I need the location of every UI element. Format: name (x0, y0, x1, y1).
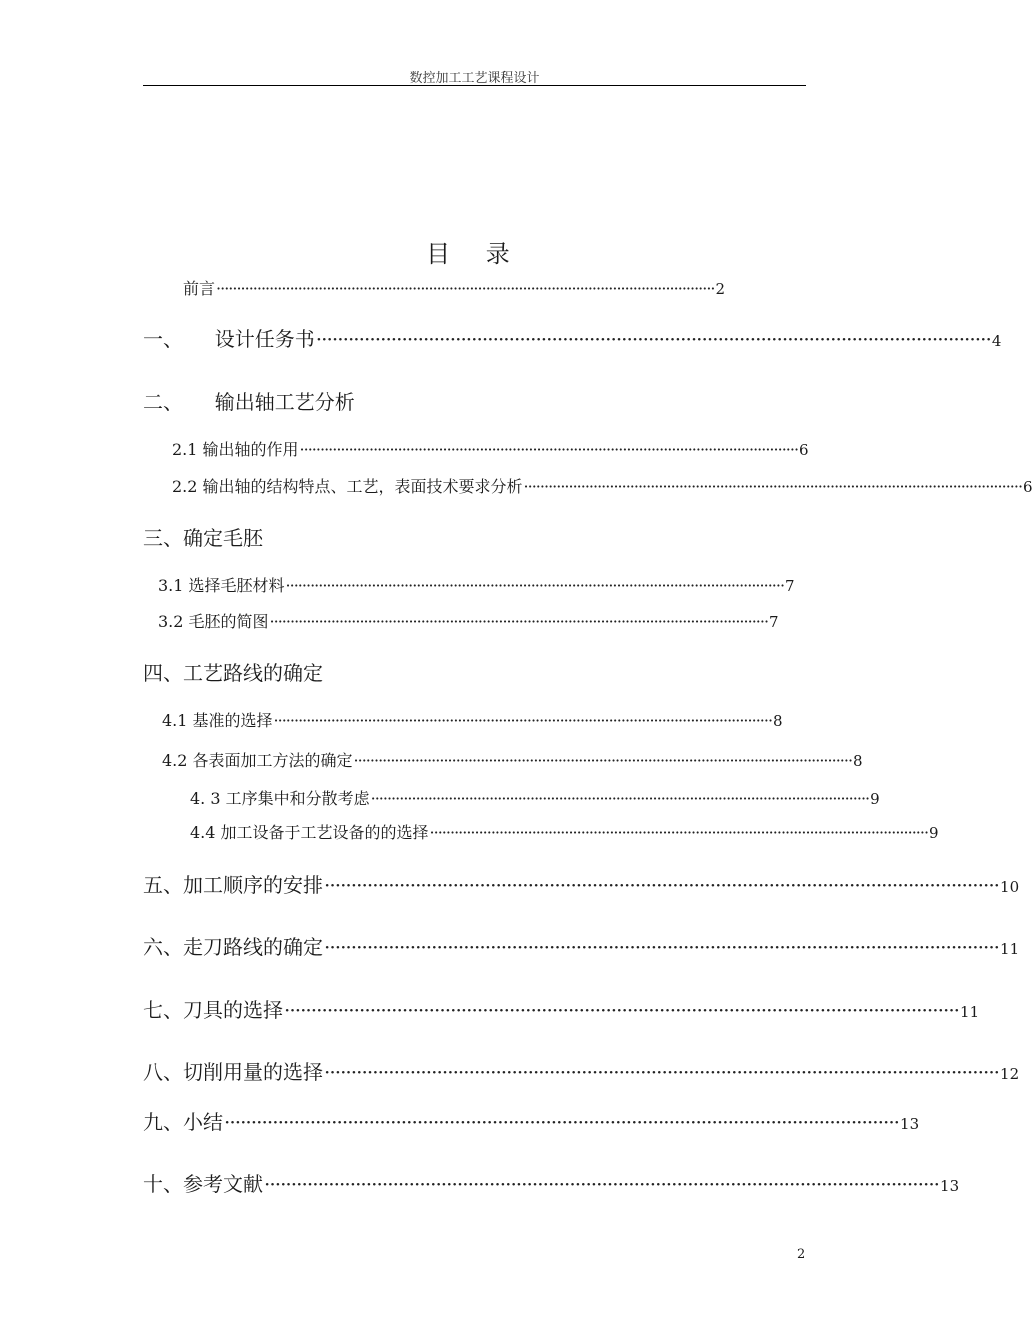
toc-entry-page: 7 (769, 613, 779, 631)
toc-entry-label: 三、确定毛胚 (143, 526, 263, 550)
toc-entry-chapter-1[interactable] (143, 323, 1002, 352)
toc-entry-4-3[interactable] (190, 786, 880, 809)
toc-entry-page: 6 (799, 441, 809, 459)
toc-entry-chapter-7[interactable] (143, 994, 980, 1023)
toc-entry-page: 6 (1023, 478, 1033, 496)
toc-entry-chapter-9[interactable] (143, 1106, 920, 1135)
leader-dots: ·························································································································· (216, 279, 715, 298)
toc-entry-4-4[interactable] (190, 820, 939, 843)
toc-entry-chapter-10[interactable] (143, 1168, 960, 1197)
toc-entry-chapter-3[interactable] (143, 522, 543, 551)
toc-entry-4-1[interactable] (162, 708, 783, 731)
toc-entry-label: 二、 输出轴工艺分析 (143, 390, 355, 414)
toc-entry-label: 2.1 输出轴的作用 (172, 440, 299, 459)
leader-dots: ·························································································································· (299, 440, 799, 459)
toc-entry-page: 13 (900, 1115, 920, 1133)
leader-dots: ······························································································································ (284, 998, 960, 1022)
toc-entry-label: 十、参考文献 (143, 1172, 263, 1196)
toc-entry-label: 一、 设计任务书 (143, 327, 315, 351)
toc-entry-4-2[interactable] (162, 748, 863, 771)
toc-entry-label: 2.2 输出轴的结构特点、工艺，表面技术要求分析 (172, 477, 523, 496)
toc-entry-label: 八、切削用量的选择 (143, 1060, 323, 1084)
toc-entry-page: 9 (870, 790, 880, 808)
toc-entry-chapter-8[interactable] (143, 1056, 1020, 1085)
leader-dots: ······························································································································ (224, 1110, 900, 1134)
toc-entry-label: 3.1 选择毛胚材料 (158, 576, 285, 595)
toc-entry-preface[interactable] (183, 276, 726, 299)
leader-dots: ·························································································································· (269, 612, 769, 631)
leader-dots: ······························································································································ (324, 873, 1000, 897)
toc-entry-chapter-6[interactable] (143, 931, 1020, 960)
toc-entry-chapter-2[interactable] (143, 386, 543, 415)
toc-entry-label: 前言 (183, 279, 216, 298)
leader-dots: ·························································································································· (273, 711, 773, 730)
toc-entry-page: 11 (1000, 940, 1020, 958)
leader-dots: ·························································································································· (353, 751, 853, 770)
toc-entry-page: 2 (715, 280, 726, 298)
leader-dots: ·························································································································· (523, 477, 1023, 496)
toc-entry-label: 4.2 各表面加工方法的确定 (162, 751, 353, 770)
toc-entry-page: 8 (853, 752, 863, 770)
toc-entry-page: 8 (773, 712, 783, 730)
toc-entry-page: 9 (929, 824, 939, 842)
header-title: 数控加工工艺课程设计 (409, 71, 540, 86)
leader-dots: ·························································································································· (285, 576, 785, 595)
toc-entry-label: 四、工艺路线的确定 (143, 661, 323, 685)
leader-dots: ······························································································································ (324, 935, 1000, 959)
leader-dots: ·························································································································· (429, 823, 929, 842)
toc-entry-2-2[interactable] (172, 474, 1033, 497)
header-rule (143, 85, 806, 86)
toc-entry-page: 7 (785, 577, 795, 595)
toc-entry-label: 4.1 基准的选择 (162, 711, 273, 730)
leader-dots: ······························································································································ (264, 1172, 940, 1196)
toc-title: 目 录 (426, 240, 524, 268)
toc-entry-label: 六、走刀路线的确定 (143, 935, 323, 959)
toc-entry-page: 12 (1000, 1065, 1020, 1083)
toc-entry-label: 七、刀具的选择 (143, 998, 283, 1022)
toc-entry-3-1[interactable] (158, 573, 795, 596)
toc-entry-2-1[interactable] (172, 437, 809, 460)
toc-entry-page: 11 (960, 1003, 980, 1021)
toc-entry-chapter-5[interactable] (143, 869, 1020, 898)
leader-dots: ······························································································································ (324, 1060, 1000, 1084)
toc-entry-page: 10 (1000, 878, 1020, 896)
toc-entry-label: 五、加工顺序的安排 (143, 873, 323, 897)
toc-entry-label: 4.4 加工设备于工艺设备的的选择 (190, 823, 429, 842)
toc-entry-label: 3.2 毛胚的简图 (158, 612, 269, 631)
toc-entry-3-2[interactable] (158, 609, 779, 632)
toc-entry-chapter-4[interactable] (143, 657, 543, 686)
toc-entry-page: 13 (940, 1177, 960, 1195)
toc-entry-page: 4 (991, 332, 1002, 350)
toc-entry-label: 4. 3 工序集中和分散考虑 (190, 789, 370, 808)
page-number: 2 (797, 1247, 806, 1262)
leader-dots: ·························································································································· (370, 789, 870, 808)
leader-dots: ······························································································································ (315, 327, 991, 351)
toc-entry-label: 九、小结 (143, 1110, 223, 1134)
